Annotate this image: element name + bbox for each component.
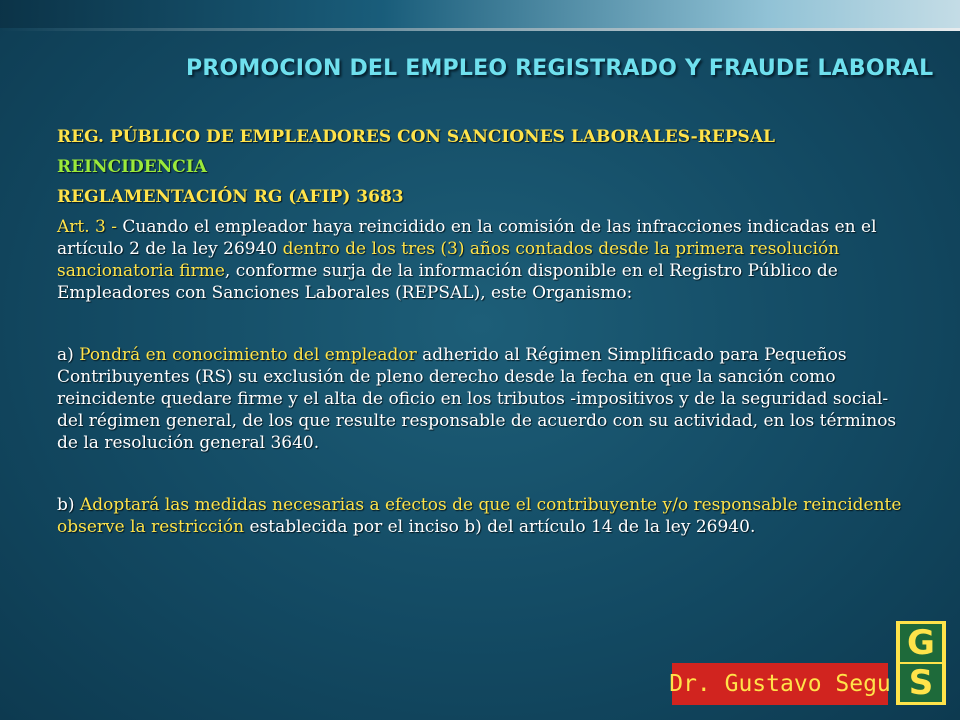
heading-reincidencia: REINCIDENCIA (57, 157, 207, 177)
article-3-paragraph (57, 216, 909, 304)
item-a-text: adherido al Régimen Simplificado para Pequeños Contribuyentes (RS) su exclusión de pleno derecho desde la fecha en que la sanción como reincidente quedare firme y el alta de oficio en los tributos -impositivos y de la seguridad social- del régimen general, de los que resulte responsable de acuerdo con su actividad, en los términos de la resolución general 3640. (57, 345, 897, 453)
heading-reglamentacion: REGLAMENTACIÓN RG (AFIP) 3683 (57, 187, 404, 207)
item-b-prefix: b) (57, 495, 80, 515)
logo-letter-s: S (900, 664, 942, 702)
heading-repsal: REG. PÚBLICO DE EMPLEADORES CON SANCIONES LABORALES-REPSAL (57, 127, 775, 147)
item-b-highlight: Adoptará las medidas necesarias a efectos de que el contribuyente y/o responsable reincidente observe la restricción (57, 495, 902, 537)
slide-content (57, 126, 909, 538)
article-text-1: Cuando el empleador haya reincidido en la comisión de las infracciones indicadas en el artículo 2 de la ley 26940 (57, 217, 877, 259)
item-a-prefix: a) (57, 345, 80, 365)
item-a-highlight: Pondrá en conocimiento del empleador (79, 345, 417, 365)
article-label: Art. 3 - (57, 217, 118, 237)
article-highlight: dentro de los tres (3) años contados desde la primera resolución sancionatoria firme (57, 239, 840, 281)
top-decorative-line (0, 28, 960, 31)
item-a-paragraph (57, 344, 909, 454)
author-logo-name: Dr. Gustavo Segu (672, 663, 888, 705)
item-b-paragraph (57, 494, 909, 538)
logo-letter-g: G (900, 624, 942, 662)
gs-logo (896, 621, 946, 705)
top-decorative-bar (0, 0, 960, 28)
article-text-2: , conforme surja de la información disponible en el Registro Público de Empleadores con Sanciones Laborales (REPSAL), este Organismo: (57, 261, 838, 303)
item-b-text: establecida por el inciso b) del artículo 14 de la ley 26940. (244, 517, 756, 537)
slide-title: PROMOCION DEL EMPLEO REGISTRADO Y FRAUDE LABORAL (186, 56, 934, 81)
